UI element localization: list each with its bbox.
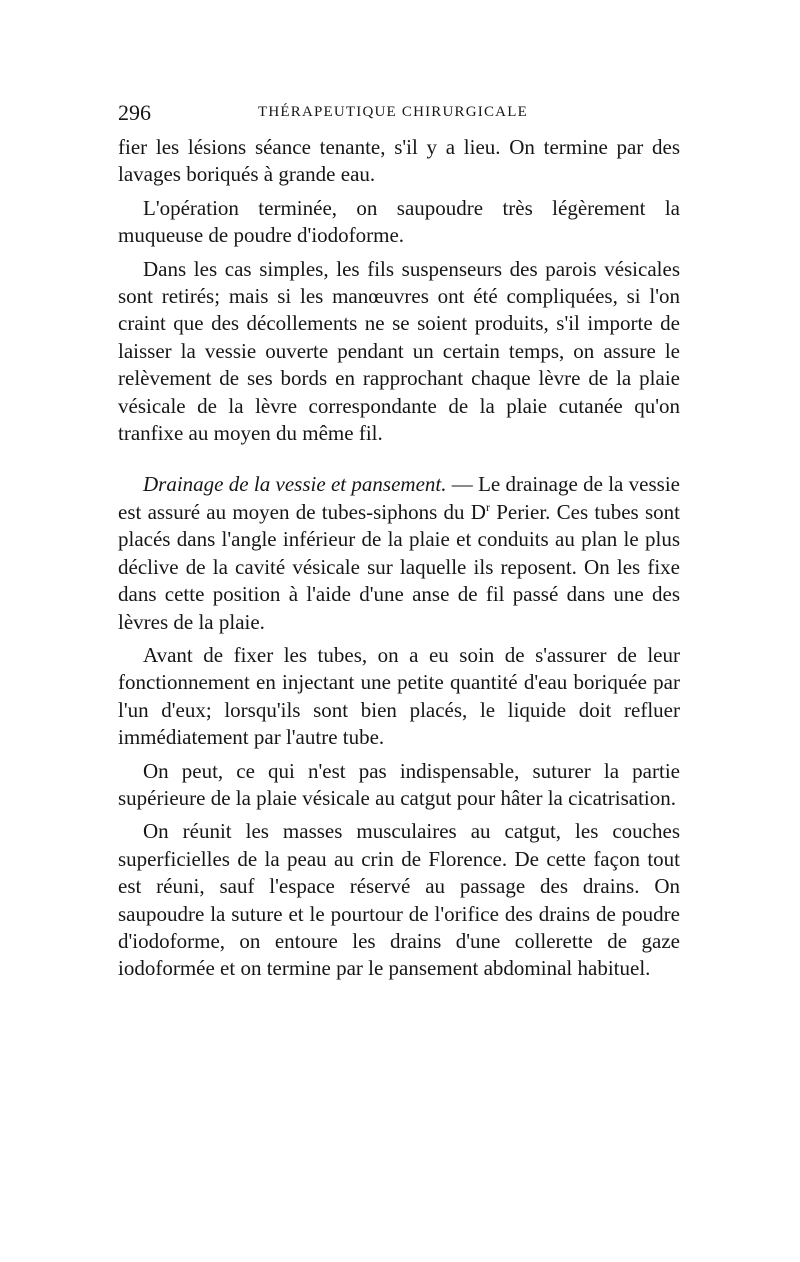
section-text-continued: Perier. Ces tubes sont placés dans l'angle inférieur de la plaie et conduits au plan le plus déclive de la cavité vésicale sur laquelle ils reposent. On les fixe dans cette position à l'aide d'une anse de fil passé dans une des lèvres de la plaie. — [118, 499, 680, 634]
running-title: THÉRAPEUTIQUE CHIRURGICALE — [258, 104, 528, 120]
running-head — [118, 100, 680, 134]
section-text: — Le drainage de la vessie est assuré au moyen de tubes-siphons du D — [118, 472, 680, 524]
paragraph: Avant de fixer les tubes, on a eu soin de s'assurer de leur fonctionnement en injectant une petite quantité d'eau boriquée par l'un d'eux; lorsqu'ils sont bien placés, le liquide doit refluer immédiatement par l'autre tube. — [118, 642, 680, 750]
book-page — [118, 100, 680, 989]
paragraph: L'opération terminée, on saupoudre très légèrement la muqueuse de poudre d'iodoforme. — [118, 195, 680, 248]
body-text — [118, 134, 680, 983]
page-number: 296 — [118, 100, 151, 125]
paragraph: On réunit les masses musculaires au catgut, les couches superficielles de la peau au crin de Florence. De cette façon tout est réuni, sauf l'espace réservé au passage des drains. On saupoudre la suture et le pourtour de l'orifice des drains de poudre d'iodoforme, on entoure les drains d'une collerette de gaze iodoformée et on termine par le pansement abdominal habituel. — [118, 819, 680, 981]
paragraph: Dans les cas simples, les fils suspenseurs des parois vésicales sont retirés; mais si les manœuvres ont été compliquées, si l'on craint que des décollements ne se soient produits, s'il importe de laisser la vessie ouverte pendant un certain temps, on assure le relèvement de ses bords en rapprochant chaque lèvre de la plaie vésicale de la lèvre correspondante de la plaie cutanée qu'on tranfixe au moyen du même fil. — [118, 256, 680, 446]
section-title: Drainage de la vessie et pansement. — [143, 472, 447, 497]
paragraph: On peut, ce qui n'est pas indispensable, suturer la partie supérieure de la plaie vésicale au catgut pour hâter la cicatrisation. — [118, 758, 680, 810]
section-paragraph — [118, 471, 680, 635]
paragraph: fier les lésions séance tenante, s'il y a lieu. On termine par des lavages boriqués à grande eau. — [118, 135, 680, 187]
doctor-abbrev-superscript: r — [485, 499, 490, 514]
